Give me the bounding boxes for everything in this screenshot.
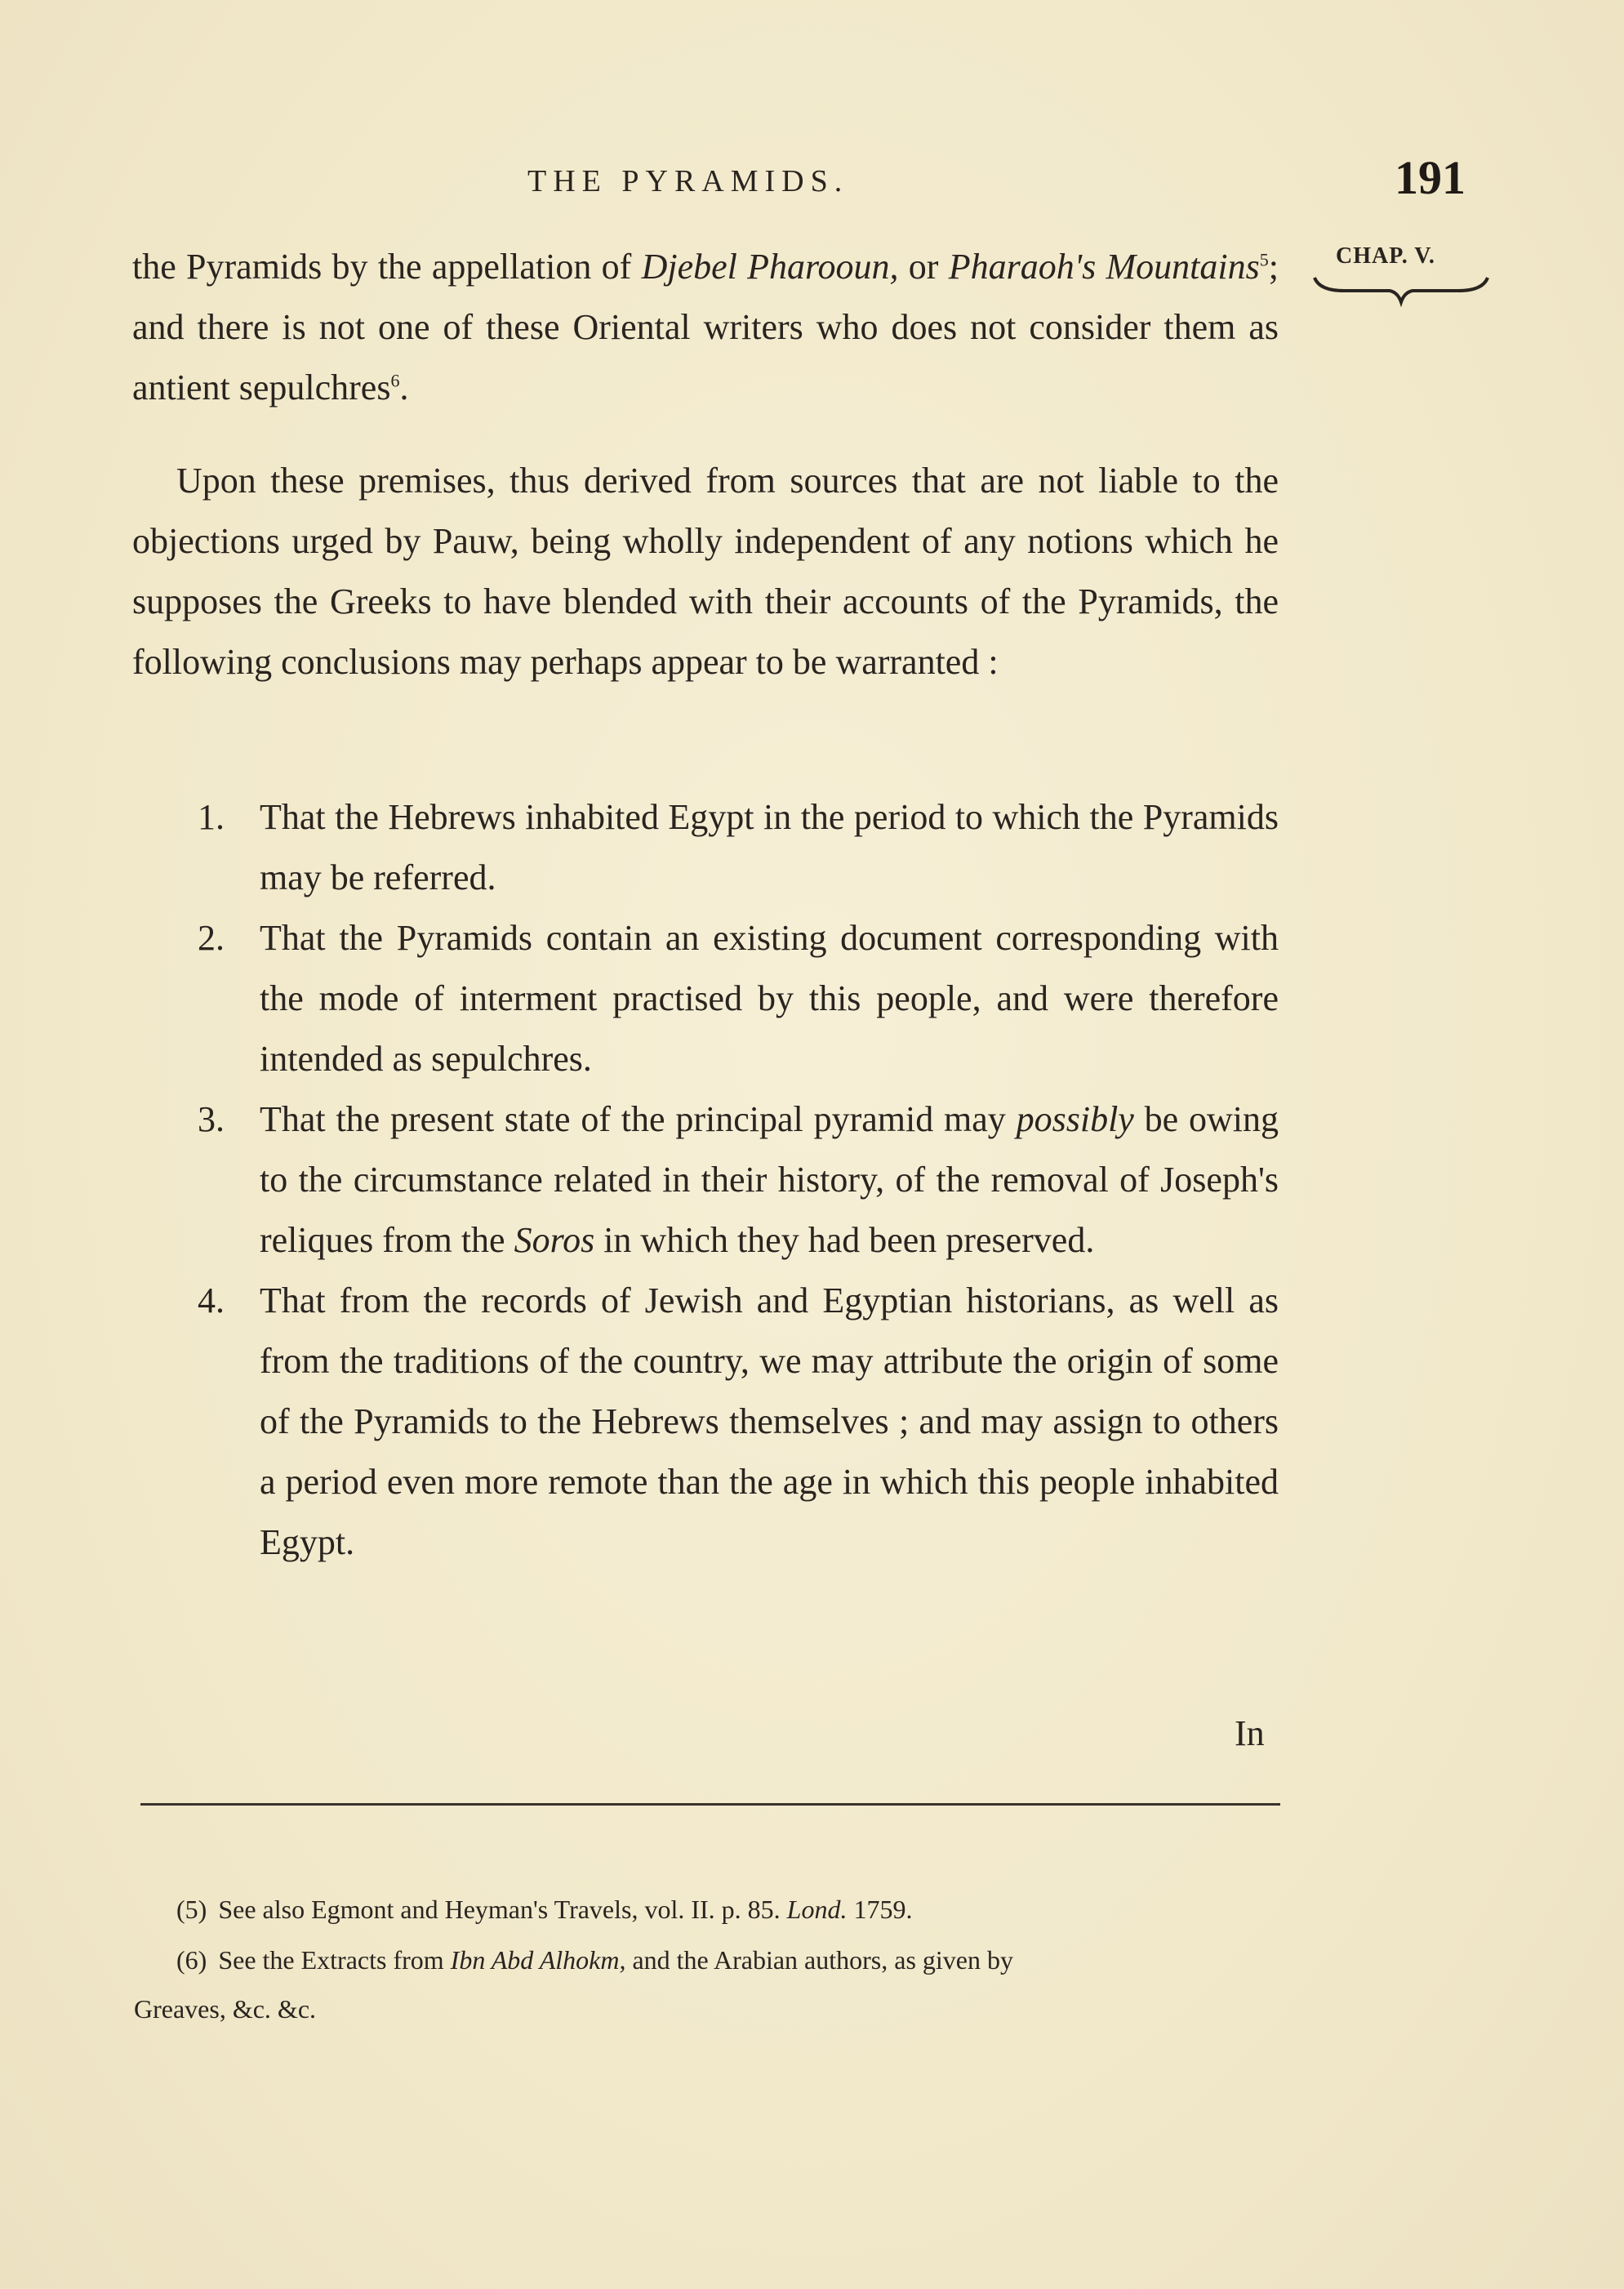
footnote-text-b: 1759. bbox=[847, 1895, 913, 1924]
list-text-b: be owing to the circumstance related in their history, of the removal of Joseph's reliques from the bbox=[260, 1099, 1279, 1260]
page-number: 191 bbox=[1395, 151, 1466, 204]
list-italic-possibly: possibly bbox=[1016, 1099, 1134, 1139]
paragraph-continuation bbox=[132, 237, 1279, 418]
list-text: That the Pyramids contain an existing document corresponding with the mode of interment practised by this people, and were therefore intended as sepulchres. bbox=[260, 918, 1279, 1079]
footnote-text-a: See also Egmont and Heyman's Travels, vol. II. p. 85. bbox=[218, 1895, 787, 1924]
footnote-ref-6[interactable]: 6 bbox=[390, 370, 400, 391]
footnote-ref-5[interactable]: 5 bbox=[1259, 249, 1269, 270]
chapter-label: CHAP. V. bbox=[1336, 243, 1435, 269]
list-item bbox=[132, 787, 1279, 908]
para1-text-b: or bbox=[898, 247, 949, 287]
list-number: 3. bbox=[198, 1099, 225, 1139]
footnote-6-continuation: Greaves, &c. &c. bbox=[134, 1994, 317, 2024]
footnote-italic: Ibn Abd Alhokm, bbox=[450, 1945, 626, 1975]
catchword: In bbox=[1235, 1713, 1265, 1753]
list-number: 2. bbox=[198, 918, 225, 958]
footnote-divider bbox=[140, 1803, 1280, 1806]
conclusions-list bbox=[132, 787, 1279, 1573]
list-item bbox=[132, 1271, 1279, 1573]
list-number: 4. bbox=[198, 1280, 225, 1320]
para1-text-a: the Pyramids by the appellation of bbox=[132, 247, 642, 287]
list-number: 1. bbox=[198, 797, 225, 837]
para1-italic-mountains: Pharaoh's Mountains bbox=[948, 247, 1260, 287]
footnote-number: (6) bbox=[176, 1945, 207, 1975]
list-text-c: in which they had been preserved. bbox=[594, 1220, 1095, 1260]
list-text: That from the records of Jewish and Egyptian historians, as well as from the traditions of the country, we may attribute the origin of some of the Pyramids to the Hebrews themselves ; and may assign to others a period even more remote than the age in which this people inhabited Egypt. bbox=[260, 1280, 1279, 1562]
paragraph-premises: Upon these premises, thus derived from sources that are not liable to the objections urged by Pauw, being wholly independent of any notions which he supposes the Greeks to have blended with their accounts of the Pyramids, the following conclusions may perhaps appear to be warranted : bbox=[132, 461, 1279, 682]
footnote-text-a: See the Extracts from bbox=[218, 1945, 451, 1975]
footnote-6 bbox=[134, 1935, 1277, 1984]
running-title: THE PYRAMIDS. bbox=[527, 164, 849, 198]
list-item bbox=[132, 1089, 1279, 1271]
para1-text-c: ; and there is not one of these Oriental writers who does not consider them as antient sepulchres bbox=[132, 247, 1279, 407]
chapter-brace-icon bbox=[1311, 274, 1491, 307]
list-item bbox=[132, 908, 1279, 1089]
footnote-text-b: and the Arabian authors, as given by bbox=[625, 1945, 1013, 1975]
para1-text-end: . bbox=[399, 367, 409, 407]
para1-italic-djebel: Djebel Pharooun, bbox=[641, 247, 899, 287]
list-italic-soros: Soros bbox=[514, 1220, 595, 1260]
footnote-number: (5) bbox=[176, 1895, 207, 1924]
list-text: That the Hebrews inhabited Egypt in the period to which the Pyramids may be referred. bbox=[260, 797, 1279, 897]
footnote-5 bbox=[134, 1885, 1277, 1934]
list-text-a: That the present state of the principal pyramid may bbox=[260, 1099, 1017, 1139]
footnote-italic: Lond. bbox=[786, 1895, 848, 1924]
